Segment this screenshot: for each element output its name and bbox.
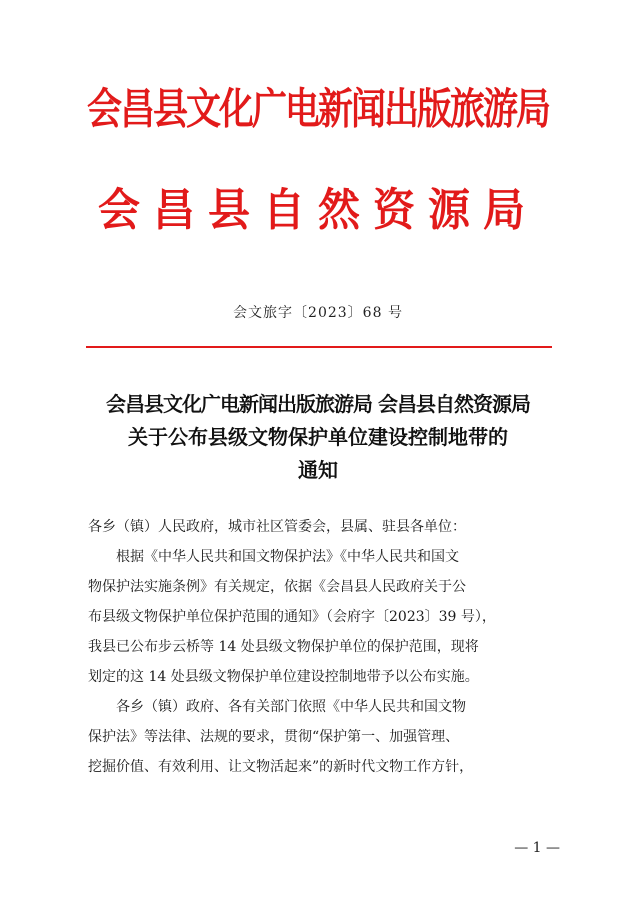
issuing-agency-natural-resources: 会昌县自然资源局 [97, 183, 538, 236]
body-line: 我县已公布步云桥等 14 处县级文物保护单位的保护范围，现将 [88, 639, 479, 655]
body-line: 物保护法实施条例》有关规定，依据《会昌县人民政府关于公 [88, 579, 466, 595]
body-line: 划定的这 14 处县级文物保护单位建设控制地带予以公布实施。 [88, 669, 479, 685]
salutation-line: 各乡（镇）人民政府，城市社区管委会，县属、驻县各单位： [88, 519, 466, 535]
document-number: 会文旅字〔2023〕68 号 [233, 305, 403, 321]
issuing-agency-culture: 会昌县文化广电新闻出版旅游局 [86, 84, 549, 135]
document-body [88, 512, 552, 782]
red-divider-line [86, 346, 552, 348]
body-line: 挖掘价值、有效利用、让文物活起来”的新时代文物工作方针， [88, 759, 474, 775]
page-number: — 1 — [514, 840, 560, 856]
body-line: 保护法》等法律、法规的要求，贯彻“保护第一、加强管理、 [88, 729, 460, 745]
document-title [80, 388, 556, 487]
body-line: 各乡（镇）政府、各有关部门依照《中华人民共和国文物 [116, 699, 466, 715]
title-line-3: 通知 [298, 458, 338, 482]
title-line-2: 关于公布县级文物保护单位建设控制地带的 [128, 425, 508, 449]
title-line-1: 会昌县文化广电新闻出版旅游局 会昌县自然资源局 [106, 392, 530, 416]
body-line: 根据《中华人民共和国文物保护法》《中华人民共和国文 [116, 549, 459, 565]
body-line: 布县级文物保护单位保护范围的通知》（会府字〔2023〕39 号）， [88, 609, 496, 625]
